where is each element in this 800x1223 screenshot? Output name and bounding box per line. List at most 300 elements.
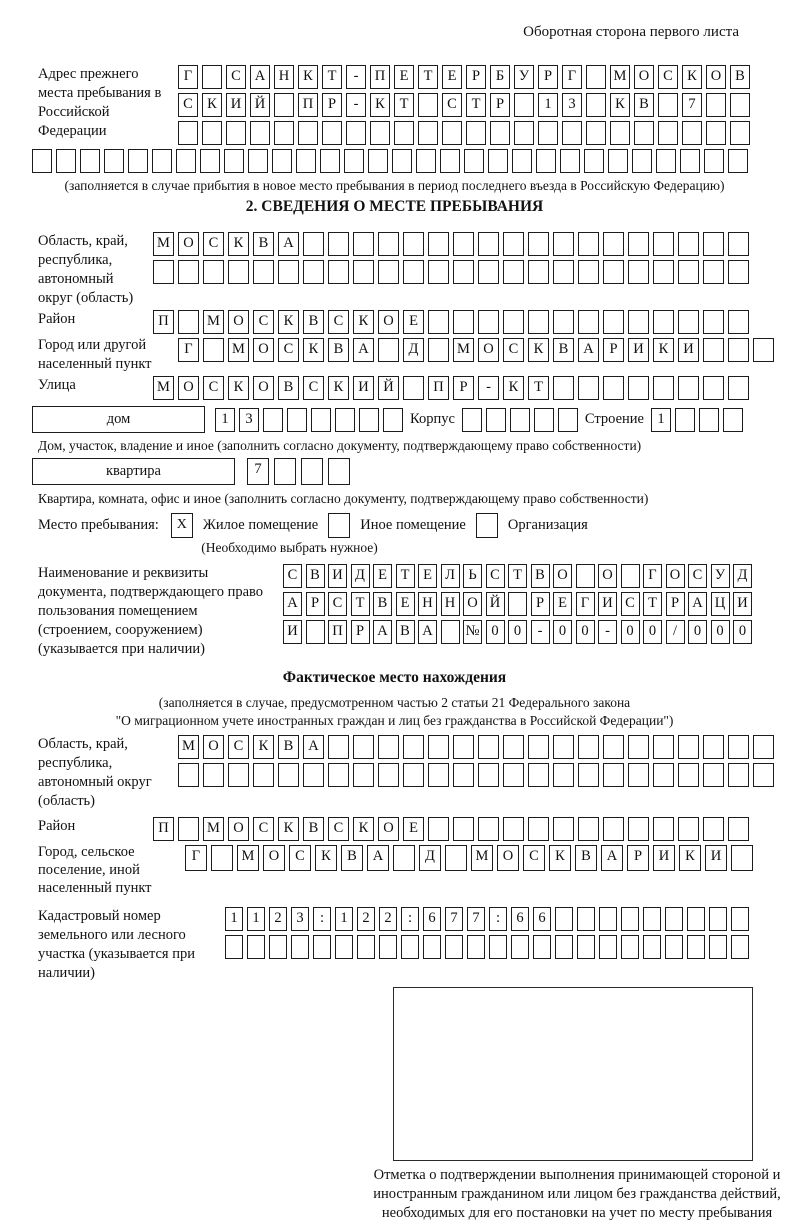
char-cell[interactable] bbox=[703, 338, 724, 362]
char-cell[interactable]: 0 bbox=[711, 620, 730, 644]
char-cell[interactable]: 1 bbox=[215, 408, 235, 432]
char-cell[interactable] bbox=[558, 408, 578, 432]
char-cell[interactable]: О bbox=[463, 592, 482, 616]
char-cell[interactable]: 7 bbox=[682, 93, 702, 117]
char-cell[interactable] bbox=[503, 310, 524, 334]
char-cell[interactable] bbox=[353, 260, 374, 284]
char-cell[interactable] bbox=[753, 735, 774, 759]
char-cell[interactable]: : bbox=[401, 907, 419, 931]
char-cell[interactable]: Е bbox=[394, 65, 414, 89]
char-cell[interactable]: С bbox=[253, 817, 274, 841]
char-cell[interactable] bbox=[403, 232, 424, 256]
char-cell[interactable] bbox=[553, 763, 574, 787]
char-cell[interactable] bbox=[320, 149, 340, 173]
char-cell[interactable]: К bbox=[503, 376, 524, 400]
char-cell[interactable] bbox=[503, 735, 524, 759]
char-cell[interactable]: С bbox=[442, 93, 462, 117]
char-cell[interactable] bbox=[634, 121, 654, 145]
char-cell[interactable]: О bbox=[253, 376, 274, 400]
char-cell[interactable]: П bbox=[428, 376, 449, 400]
char-cell[interactable]: М bbox=[453, 338, 474, 362]
char-cell[interactable]: К bbox=[278, 817, 299, 841]
char-cell[interactable] bbox=[678, 817, 699, 841]
char-cell[interactable] bbox=[687, 907, 705, 931]
char-cell[interactable]: К bbox=[228, 232, 249, 256]
char-cell[interactable] bbox=[428, 735, 449, 759]
char-cell[interactable] bbox=[306, 620, 325, 644]
stamp-area-box[interactable] bbox=[393, 987, 753, 1161]
char-cell[interactable] bbox=[224, 149, 244, 173]
char-cell[interactable]: С bbox=[228, 735, 249, 759]
char-cell[interactable] bbox=[553, 260, 574, 284]
char-cell[interactable]: - bbox=[346, 93, 366, 117]
char-cell[interactable]: С bbox=[688, 564, 707, 588]
char-cell[interactable]: Р bbox=[490, 93, 510, 117]
char-cell[interactable]: 0 bbox=[486, 620, 505, 644]
char-cell[interactable]: Р bbox=[538, 65, 558, 89]
char-cell[interactable]: - bbox=[598, 620, 617, 644]
char-cell[interactable]: 6 bbox=[533, 907, 551, 931]
char-cell[interactable] bbox=[621, 907, 639, 931]
char-cell[interactable]: О bbox=[478, 338, 499, 362]
char-cell[interactable]: К bbox=[682, 65, 702, 89]
char-cell[interactable]: 1 bbox=[247, 907, 265, 931]
char-cell[interactable]: К bbox=[610, 93, 630, 117]
char-cell[interactable] bbox=[478, 763, 499, 787]
char-cell[interactable]: 0 bbox=[688, 620, 707, 644]
char-cell[interactable]: 3 bbox=[239, 408, 259, 432]
char-cell[interactable]: С bbox=[253, 310, 274, 334]
char-cell[interactable]: С bbox=[303, 376, 324, 400]
char-cell[interactable] bbox=[511, 935, 529, 959]
char-cell[interactable]: О bbox=[178, 376, 199, 400]
char-cell[interactable] bbox=[528, 817, 549, 841]
char-cell[interactable]: : bbox=[489, 907, 507, 931]
char-cell[interactable]: С bbox=[278, 338, 299, 362]
char-cell[interactable] bbox=[678, 376, 699, 400]
char-cell[interactable]: В bbox=[341, 845, 363, 871]
char-cell[interactable]: № bbox=[463, 620, 482, 644]
char-cell[interactable] bbox=[599, 907, 617, 931]
char-cell[interactable] bbox=[553, 232, 574, 256]
char-cell[interactable] bbox=[311, 408, 331, 432]
char-cell[interactable]: К bbox=[303, 338, 324, 362]
char-cell[interactable]: Т bbox=[351, 592, 370, 616]
char-cell[interactable]: И bbox=[353, 376, 374, 400]
char-cell[interactable] bbox=[272, 149, 292, 173]
char-cell[interactable] bbox=[728, 338, 749, 362]
char-cell[interactable] bbox=[428, 260, 449, 284]
char-cell[interactable] bbox=[353, 735, 374, 759]
char-cell[interactable] bbox=[370, 121, 390, 145]
char-cell[interactable]: С bbox=[203, 376, 224, 400]
char-cell[interactable]: О bbox=[203, 735, 224, 759]
char-cell[interactable] bbox=[709, 935, 727, 959]
char-cell[interactable] bbox=[353, 763, 374, 787]
char-cell[interactable]: Г bbox=[643, 564, 662, 588]
char-cell[interactable] bbox=[228, 763, 249, 787]
char-cell[interactable] bbox=[368, 149, 388, 173]
char-cell[interactable] bbox=[489, 935, 507, 959]
char-cell[interactable] bbox=[200, 149, 220, 173]
char-cell[interactable] bbox=[578, 260, 599, 284]
char-cell[interactable]: А bbox=[578, 338, 599, 362]
char-cell[interactable]: Й bbox=[486, 592, 505, 616]
char-cell[interactable] bbox=[682, 121, 702, 145]
char-cell[interactable]: Т bbox=[508, 564, 527, 588]
char-cell[interactable]: С bbox=[328, 592, 347, 616]
char-cell[interactable]: 1 bbox=[651, 408, 671, 432]
char-cell[interactable] bbox=[653, 376, 674, 400]
char-cell[interactable]: У bbox=[514, 65, 534, 89]
char-cell[interactable] bbox=[603, 763, 624, 787]
char-cell[interactable] bbox=[32, 149, 52, 173]
char-cell[interactable] bbox=[328, 458, 350, 485]
char-cell[interactable] bbox=[510, 408, 530, 432]
char-cell[interactable]: 2 bbox=[269, 907, 287, 931]
char-cell[interactable] bbox=[628, 260, 649, 284]
char-cell[interactable] bbox=[699, 408, 719, 432]
char-cell[interactable] bbox=[534, 408, 554, 432]
char-cell[interactable] bbox=[599, 935, 617, 959]
char-cell[interactable]: М bbox=[237, 845, 259, 871]
char-cell[interactable] bbox=[379, 935, 397, 959]
char-cell[interactable]: С bbox=[203, 232, 224, 256]
char-cell[interactable] bbox=[608, 149, 628, 173]
char-cell[interactable] bbox=[603, 376, 624, 400]
char-cell[interactable] bbox=[728, 735, 749, 759]
char-cell[interactable] bbox=[730, 121, 750, 145]
char-cell[interactable]: В bbox=[575, 845, 597, 871]
char-cell[interactable]: В bbox=[634, 93, 654, 117]
char-cell[interactable] bbox=[553, 310, 574, 334]
char-cell[interactable] bbox=[703, 735, 724, 759]
char-cell[interactable] bbox=[428, 338, 449, 362]
char-cell[interactable]: Д bbox=[351, 564, 370, 588]
char-cell[interactable] bbox=[378, 763, 399, 787]
char-cell[interactable]: Р bbox=[453, 376, 474, 400]
char-cell[interactable]: К bbox=[298, 65, 318, 89]
char-cell[interactable] bbox=[578, 376, 599, 400]
char-cell[interactable] bbox=[378, 338, 399, 362]
char-cell[interactable]: О bbox=[263, 845, 285, 871]
char-cell[interactable]: М bbox=[228, 338, 249, 362]
char-cell[interactable]: О bbox=[378, 310, 399, 334]
char-cell[interactable]: К bbox=[253, 735, 274, 759]
char-cell[interactable]: М bbox=[203, 817, 224, 841]
char-cell[interactable] bbox=[578, 735, 599, 759]
char-cell[interactable]: О bbox=[497, 845, 519, 871]
char-cell[interactable] bbox=[178, 121, 198, 145]
char-cell[interactable] bbox=[178, 260, 199, 284]
char-cell[interactable]: В bbox=[730, 65, 750, 89]
char-cell[interactable] bbox=[441, 620, 460, 644]
char-cell[interactable]: 0 bbox=[576, 620, 595, 644]
char-cell[interactable] bbox=[643, 935, 661, 959]
char-cell[interactable] bbox=[278, 763, 299, 787]
char-cell[interactable]: К bbox=[328, 376, 349, 400]
char-cell[interactable]: Д bbox=[403, 338, 424, 362]
char-cell[interactable]: А bbox=[367, 845, 389, 871]
char-cell[interactable]: В bbox=[306, 564, 325, 588]
char-cell[interactable] bbox=[653, 260, 674, 284]
char-cell[interactable]: С bbox=[658, 65, 678, 89]
char-cell[interactable] bbox=[274, 93, 294, 117]
char-cell[interactable] bbox=[478, 260, 499, 284]
char-cell[interactable] bbox=[202, 65, 222, 89]
char-cell[interactable] bbox=[428, 763, 449, 787]
char-cell[interactable]: И bbox=[226, 93, 246, 117]
char-cell[interactable]: А bbox=[283, 592, 302, 616]
char-cell[interactable]: К bbox=[278, 310, 299, 334]
char-cell[interactable] bbox=[653, 232, 674, 256]
char-cell[interactable]: П bbox=[370, 65, 390, 89]
char-cell[interactable] bbox=[603, 310, 624, 334]
char-cell[interactable] bbox=[445, 935, 463, 959]
char-cell[interactable] bbox=[728, 260, 749, 284]
char-cell[interactable]: М bbox=[153, 232, 174, 256]
char-cell[interactable]: В bbox=[531, 564, 550, 588]
char-cell[interactable]: А bbox=[250, 65, 270, 89]
char-cell[interactable]: В bbox=[396, 620, 415, 644]
char-cell[interactable] bbox=[731, 935, 749, 959]
char-cell[interactable] bbox=[226, 121, 246, 145]
char-cell[interactable] bbox=[478, 310, 499, 334]
char-cell[interactable]: Р bbox=[531, 592, 550, 616]
char-cell[interactable] bbox=[653, 763, 674, 787]
char-cell[interactable]: К bbox=[202, 93, 222, 117]
char-cell[interactable]: 3 bbox=[291, 907, 309, 931]
char-cell[interactable] bbox=[514, 93, 534, 117]
char-cell[interactable] bbox=[528, 735, 549, 759]
char-cell[interactable]: К bbox=[679, 845, 701, 871]
char-cell[interactable]: К bbox=[353, 817, 374, 841]
org-checkbox[interactable] bbox=[476, 513, 498, 538]
char-cell[interactable] bbox=[653, 817, 674, 841]
char-cell[interactable] bbox=[703, 763, 724, 787]
char-cell[interactable] bbox=[301, 458, 323, 485]
char-cell[interactable] bbox=[577, 907, 595, 931]
char-cell[interactable]: 7 bbox=[247, 458, 269, 485]
char-cell[interactable] bbox=[562, 121, 582, 145]
char-cell[interactable] bbox=[178, 310, 199, 334]
char-cell[interactable] bbox=[632, 149, 652, 173]
char-cell[interactable]: Т bbox=[466, 93, 486, 117]
char-cell[interactable] bbox=[203, 763, 224, 787]
char-cell[interactable] bbox=[656, 149, 676, 173]
char-cell[interactable] bbox=[478, 817, 499, 841]
char-cell[interactable] bbox=[423, 935, 441, 959]
char-cell[interactable]: О bbox=[178, 232, 199, 256]
char-cell[interactable]: Ь bbox=[463, 564, 482, 588]
char-cell[interactable]: К bbox=[653, 338, 674, 362]
char-cell[interactable] bbox=[403, 260, 424, 284]
char-cell[interactable] bbox=[486, 408, 506, 432]
char-cell[interactable] bbox=[296, 149, 316, 173]
char-cell[interactable]: Т bbox=[322, 65, 342, 89]
char-cell[interactable] bbox=[488, 149, 508, 173]
char-cell[interactable] bbox=[248, 149, 268, 173]
char-cell[interactable] bbox=[303, 763, 324, 787]
char-cell[interactable]: Е bbox=[403, 310, 424, 334]
char-cell[interactable] bbox=[203, 260, 224, 284]
char-cell[interactable] bbox=[731, 845, 753, 871]
char-cell[interactable]: Ц bbox=[711, 592, 730, 616]
char-cell[interactable] bbox=[203, 338, 224, 362]
char-cell[interactable] bbox=[653, 735, 674, 759]
char-cell[interactable] bbox=[528, 260, 549, 284]
char-cell[interactable]: А bbox=[353, 338, 374, 362]
char-cell[interactable] bbox=[464, 149, 484, 173]
char-cell[interactable]: К bbox=[315, 845, 337, 871]
char-cell[interactable] bbox=[228, 260, 249, 284]
char-cell[interactable] bbox=[253, 260, 274, 284]
char-cell[interactable]: С bbox=[289, 845, 311, 871]
char-cell[interactable] bbox=[467, 935, 485, 959]
char-cell[interactable]: С bbox=[328, 310, 349, 334]
char-cell[interactable]: 3 bbox=[562, 93, 582, 117]
char-cell[interactable]: П bbox=[298, 93, 318, 117]
char-cell[interactable] bbox=[328, 260, 349, 284]
char-cell[interactable]: О bbox=[253, 338, 274, 362]
char-cell[interactable] bbox=[678, 735, 699, 759]
char-cell[interactable]: М bbox=[610, 65, 630, 89]
char-cell[interactable]: Е bbox=[396, 592, 415, 616]
char-cell[interactable] bbox=[703, 376, 724, 400]
char-cell[interactable] bbox=[503, 763, 524, 787]
char-cell[interactable]: И bbox=[705, 845, 727, 871]
char-cell[interactable]: В bbox=[253, 232, 274, 256]
char-cell[interactable] bbox=[445, 845, 467, 871]
char-cell[interactable] bbox=[628, 735, 649, 759]
char-cell[interactable] bbox=[269, 935, 287, 959]
char-cell[interactable] bbox=[378, 735, 399, 759]
char-cell[interactable] bbox=[253, 763, 274, 787]
char-cell[interactable]: Д bbox=[733, 564, 752, 588]
char-cell[interactable] bbox=[428, 310, 449, 334]
char-cell[interactable]: С bbox=[523, 845, 545, 871]
char-cell[interactable]: С bbox=[283, 564, 302, 588]
char-cell[interactable] bbox=[322, 121, 342, 145]
char-cell[interactable] bbox=[706, 93, 726, 117]
char-cell[interactable] bbox=[490, 121, 510, 145]
char-cell[interactable] bbox=[665, 935, 683, 959]
char-cell[interactable] bbox=[628, 817, 649, 841]
char-cell[interactable] bbox=[313, 935, 331, 959]
char-cell[interactable]: О bbox=[706, 65, 726, 89]
char-cell[interactable]: С bbox=[178, 93, 198, 117]
char-cell[interactable]: В bbox=[553, 338, 574, 362]
char-cell[interactable] bbox=[440, 149, 460, 173]
char-cell[interactable] bbox=[621, 935, 639, 959]
char-cell[interactable]: Б bbox=[490, 65, 510, 89]
char-cell[interactable] bbox=[680, 149, 700, 173]
char-cell[interactable] bbox=[553, 376, 574, 400]
char-cell[interactable]: О bbox=[228, 310, 249, 334]
char-cell[interactable]: К bbox=[549, 845, 571, 871]
char-cell[interactable]: И bbox=[678, 338, 699, 362]
char-cell[interactable]: Г bbox=[185, 845, 207, 871]
char-cell[interactable] bbox=[359, 408, 379, 432]
inoe-checkbox[interactable] bbox=[328, 513, 350, 538]
char-cell[interactable] bbox=[274, 121, 294, 145]
char-cell[interactable]: М bbox=[178, 735, 199, 759]
char-cell[interactable] bbox=[478, 735, 499, 759]
char-cell[interactable]: 0 bbox=[508, 620, 527, 644]
char-cell[interactable]: К bbox=[528, 338, 549, 362]
char-cell[interactable]: : bbox=[313, 907, 331, 931]
char-cell[interactable]: 7 bbox=[445, 907, 463, 931]
char-cell[interactable] bbox=[704, 149, 724, 173]
char-cell[interactable]: Е bbox=[373, 564, 392, 588]
char-cell[interactable]: - bbox=[531, 620, 550, 644]
char-cell[interactable] bbox=[603, 817, 624, 841]
char-cell[interactable] bbox=[578, 310, 599, 334]
char-cell[interactable] bbox=[536, 149, 556, 173]
char-cell[interactable] bbox=[586, 65, 606, 89]
char-cell[interactable]: Е bbox=[403, 817, 424, 841]
char-cell[interactable] bbox=[202, 121, 222, 145]
char-cell[interactable] bbox=[678, 763, 699, 787]
char-cell[interactable]: И bbox=[733, 592, 752, 616]
char-cell[interactable] bbox=[328, 763, 349, 787]
char-cell[interactable]: Р bbox=[603, 338, 624, 362]
char-cell[interactable] bbox=[263, 408, 283, 432]
char-cell[interactable] bbox=[176, 149, 196, 173]
char-cell[interactable] bbox=[378, 260, 399, 284]
char-cell[interactable]: Н bbox=[418, 592, 437, 616]
char-cell[interactable] bbox=[658, 93, 678, 117]
char-cell[interactable] bbox=[753, 763, 774, 787]
char-cell[interactable] bbox=[703, 817, 724, 841]
char-cell[interactable] bbox=[586, 93, 606, 117]
char-cell[interactable] bbox=[250, 121, 270, 145]
char-cell[interactable] bbox=[603, 232, 624, 256]
char-cell[interactable]: В bbox=[278, 376, 299, 400]
char-cell[interactable] bbox=[328, 232, 349, 256]
char-cell[interactable] bbox=[643, 907, 661, 931]
char-cell[interactable] bbox=[628, 310, 649, 334]
char-cell[interactable]: П bbox=[328, 620, 347, 644]
char-cell[interactable] bbox=[723, 408, 743, 432]
char-cell[interactable] bbox=[621, 564, 640, 588]
char-cell[interactable] bbox=[104, 149, 124, 173]
char-cell[interactable] bbox=[462, 408, 482, 432]
char-cell[interactable] bbox=[730, 93, 750, 117]
char-cell[interactable]: 1 bbox=[335, 907, 353, 931]
char-cell[interactable]: Р bbox=[666, 592, 685, 616]
char-cell[interactable] bbox=[353, 232, 374, 256]
char-cell[interactable] bbox=[401, 935, 419, 959]
char-cell[interactable]: 0 bbox=[643, 620, 662, 644]
char-cell[interactable] bbox=[703, 232, 724, 256]
char-cell[interactable] bbox=[678, 260, 699, 284]
char-cell[interactable] bbox=[344, 149, 364, 173]
char-cell[interactable]: 2 bbox=[379, 907, 397, 931]
char-cell[interactable]: А bbox=[601, 845, 623, 871]
char-cell[interactable]: Р bbox=[627, 845, 649, 871]
dom-box[interactable] bbox=[32, 406, 205, 433]
char-cell[interactable] bbox=[453, 735, 474, 759]
char-cell[interactable]: М bbox=[203, 310, 224, 334]
char-cell[interactable]: П bbox=[153, 310, 174, 334]
char-cell[interactable] bbox=[628, 763, 649, 787]
char-cell[interactable]: Г bbox=[576, 592, 595, 616]
char-cell[interactable] bbox=[628, 376, 649, 400]
char-cell[interactable] bbox=[453, 310, 474, 334]
char-cell[interactable]: О bbox=[598, 564, 617, 588]
char-cell[interactable]: А bbox=[373, 620, 392, 644]
